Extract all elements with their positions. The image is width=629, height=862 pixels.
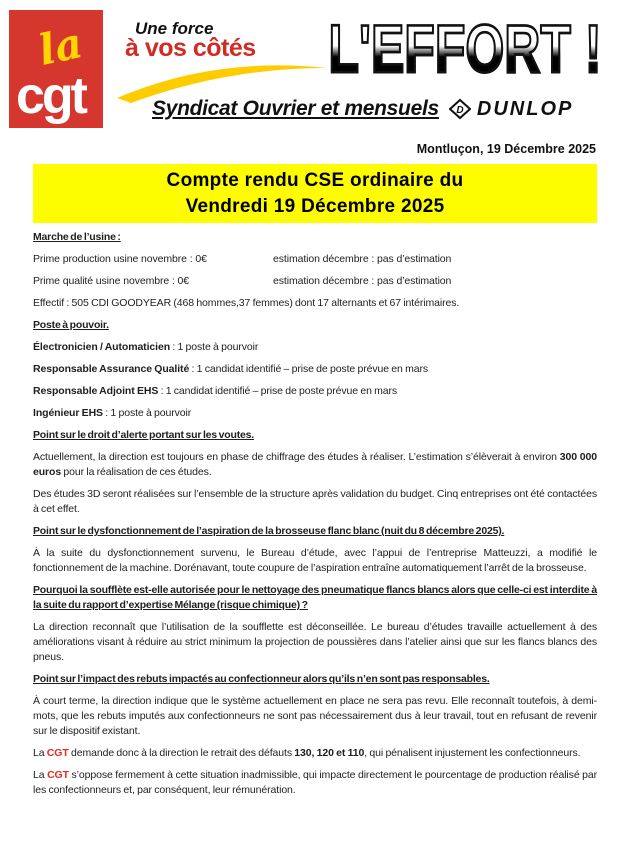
section-heading: Point sur l’impact des rebuts impactés au confectionneur alors qu’ils n’en sont pas responsables. xyxy=(33,673,490,685)
prime-row xyxy=(33,274,597,289)
svg-text:D: D xyxy=(456,105,464,116)
cgt-logo xyxy=(9,10,103,128)
body-paragraph: Responsable Adjoint EHS : 1 candidat identifié – prise de poste prévue en mars xyxy=(33,385,398,397)
body-paragraph: Des études 3D seront réalisées sur l’ensemble de la structure après validation du budget. Cinq entreprises ont été contactées à cet effet. xyxy=(33,488,597,515)
prime-left: Prime qualité usine novembre : 0€ xyxy=(33,275,190,287)
prime-row xyxy=(33,252,597,267)
force-slogan-logo xyxy=(125,20,325,60)
syndicat-row xyxy=(152,97,573,121)
body-paragraph: Effectif : 505 CDI GOODYEAR (468 hommes,37 femmes) dont 17 alternants et 67 intérimaires. xyxy=(33,297,460,309)
dateline: Montluçon, 19 Décembre 2025 xyxy=(416,142,596,156)
body-paragraph: La direction reconnaît que l’utilisation de la soufflette est déconseillée. Le bureau d’études travaille actuellement à des améliorations visant à réduire au strict minimum la projection de poussières dans l’atelier ainsi que sur les flancs blancs des pneus. xyxy=(33,621,597,663)
effort-masthead-title: L'EFFORT ! xyxy=(328,11,602,87)
title-banner xyxy=(33,164,597,223)
masthead xyxy=(0,0,629,140)
syndicat-title: Syndicat Ouvrier et mensuels xyxy=(152,97,439,120)
force-slogan-line2: à vos côtés xyxy=(125,34,256,62)
section-heading: Poste à pouvoir. xyxy=(33,319,109,331)
body-paragraph: Actuellement, la direction est toujours en phase de chiffrage des études à réaliser. L’estimation s’élèverait à environ 300 000 euros pour la réalisation de ces études. xyxy=(33,451,597,478)
body-paragraph: La CGT s’oppose fermement à cette situation inadmissible, qui impacte directement le pourcentage de production réalisé par les confectionneurs et, par conséquent, leur rémunération. xyxy=(33,769,598,796)
prime-right: estimation décembre : pas d’estimation xyxy=(273,253,452,265)
section-heading: Point sur le dysfonctionnement de l’aspiration de la brosseuse flanc blanc (nuit du 8 décembre 2025). xyxy=(33,525,505,537)
prime-right: estimation décembre : pas d’estimation xyxy=(273,275,452,287)
prime-left: Prime production usine novembre : 0€ xyxy=(33,253,207,265)
section-heading: Pourquoi la soufflète est-elle autorisée pour le nettoyage des pneumatique flancs blancs alors que celle-ci est interdite à la suite du rapport d’expertise Mélange (risque chimique) ? xyxy=(33,584,597,611)
body-paragraph: La CGT demande donc à la direction le retrait des défauts 130, 120 et 110, qui pénalisent injustement les confectionneurs. xyxy=(33,747,581,759)
body-paragraph: Ingénieur EHS : 1 poste à pourvoir xyxy=(33,407,192,419)
body-paragraph: Électronicien / Automaticien : 1 poste à pourvoir xyxy=(33,341,259,353)
dunlop-flying-d-icon xyxy=(449,98,471,120)
body-paragraph: Responsable Assurance Qualité : 1 candidat identifié – prise de poste prévue en mars xyxy=(33,363,429,375)
force-slogan-line1: Une force xyxy=(135,19,214,38)
banner-line2: Vendredi 19 Décembre 2025 xyxy=(185,195,445,217)
body-paragraph: À court terme, la direction indique que le système actuellement en place ne sera pas revu. Elle reconnaît toutefois, à demi-mots, que les rebuts imputés aux confectionneurs ne sont pas nécessairement dus à leur travail, tout en refusant de revenir sur le dispositif existant. xyxy=(33,695,597,737)
dunlop-wordmark: DUNLOP xyxy=(476,97,574,120)
cgt-logo-la-script: la xyxy=(34,18,87,75)
body-paragraph: À la suite du dysfonctionnement survenu, le Bureau d’étude, avec l’appui de l’entreprise Matteuzzi, a modifié le fonctionnement de la machine. Dorénavant, toute coupure de l’aspiration entraîne automatiquement l’arrêt de la brosseuse. xyxy=(33,547,597,574)
section-heading: Marche de l’usine : xyxy=(33,231,121,243)
banner-line1: Compte rendu CSE ordinaire du xyxy=(166,169,464,191)
document-body xyxy=(33,230,597,798)
effort-masthead xyxy=(312,4,618,94)
cgt-logo-wordmark: cgt xyxy=(16,67,85,125)
section-heading: Point sur le droit d’alerte portant sur les voutes. xyxy=(33,429,255,441)
